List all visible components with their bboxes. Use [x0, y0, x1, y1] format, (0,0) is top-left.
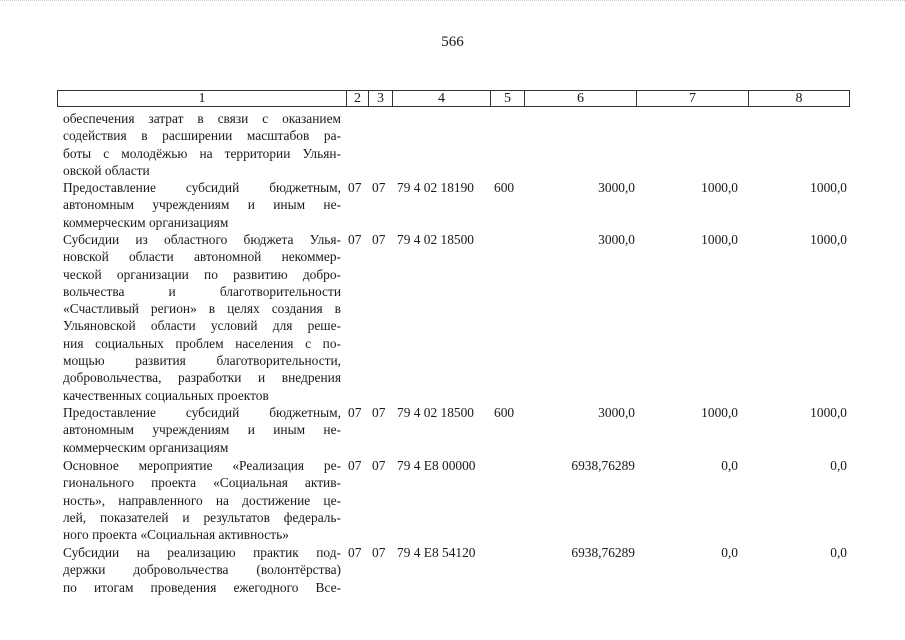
name-line: овской области [63, 162, 150, 178]
cell-year-1: 3000,0 [598, 180, 635, 195]
cell-year-1: 6938,76289 [571, 545, 635, 560]
scan-edge-noise [0, 0, 905, 9]
cell-csr: 79 4 02 18190 [397, 180, 474, 195]
name-line: коммерческим организациям [63, 439, 229, 455]
header-col-8: 8 [748, 91, 849, 106]
header-col-1: 1 [198, 91, 206, 106]
cell-pr: 07 [372, 180, 386, 195]
cell-rz: 07 [348, 232, 362, 247]
row-name [63, 110, 341, 179]
cell-year-2: 1000,0 [701, 180, 738, 195]
name-line: качественных социальных проектов [63, 387, 269, 403]
cell-rz: 07 [348, 458, 362, 473]
name-line: держки добровольчества (волонтёрства) [63, 562, 341, 578]
name-line: Предоставление субсидий бюджетным, [63, 405, 341, 420]
cell-rz: 07 [348, 545, 362, 560]
table-header [57, 90, 850, 107]
name-line: ческой организации по развитию добро- [63, 266, 341, 282]
name-line: Предоставление субсидий бюджетным, [63, 180, 341, 195]
name-line: автономным учреждениям и иным не- [63, 422, 341, 438]
cell-rz: 07 [348, 405, 362, 420]
row-name [63, 457, 341, 543]
name-line: вольчества и благотворительности [63, 283, 341, 299]
cell-year-3: 0,0 [830, 545, 847, 560]
header-col-4: 4 [392, 91, 490, 106]
row-name [63, 404, 341, 456]
cell-csr: 79 4 E8 54120 [397, 545, 476, 560]
cell-year-2: 0,0 [721, 458, 738, 473]
cell-pr: 07 [372, 458, 386, 473]
name-line: добровольчества, разработки и внедрения [63, 370, 341, 386]
row-name [63, 544, 341, 596]
header-col-6: 6 [524, 91, 636, 106]
row-name [63, 231, 341, 404]
name-line: коммерческим организациям [63, 214, 229, 230]
name-line: Субсидии на реализацию практик под- [63, 545, 341, 560]
cell-pr: 07 [372, 232, 386, 247]
name-line: мощью развития благотворительности, [63, 353, 341, 369]
name-line: ность», направленного на достижение це- [63, 492, 341, 508]
cell-year-2: 0,0 [721, 545, 738, 560]
cell-year-1: 3000,0 [598, 405, 635, 420]
cell-pr: 07 [372, 545, 386, 560]
page-number: 566 [441, 34, 464, 50]
cell-year-3: 1000,0 [810, 180, 847, 195]
cell-year-3: 1000,0 [810, 232, 847, 247]
name-line: гионального проекта «Социальная актив- [63, 475, 341, 491]
cell-csr: 79 4 02 18500 [397, 232, 474, 247]
cell-year-3: 1000,0 [810, 405, 847, 420]
cell-vr: 600 [494, 405, 515, 420]
cell-year-3: 0,0 [830, 458, 847, 473]
cell-year-1: 6938,76289 [571, 458, 635, 473]
header-col-5: 5 [490, 91, 524, 106]
header-col-3: 3 [368, 91, 392, 106]
cell-csr: 79 4 02 18500 [397, 405, 474, 420]
header-col-2: 2 [346, 91, 368, 106]
name-line: Субсидии из областного бюджета Улья- [63, 232, 341, 247]
cell-vr: 600 [494, 180, 515, 195]
row-name [63, 179, 341, 231]
name-line: ния социальных проблем населения с по- [63, 335, 341, 351]
cell-year-1: 3000,0 [598, 232, 635, 247]
name-line: лей, показателей и результатов федераль- [63, 509, 341, 525]
cell-year-2: 1000,0 [701, 232, 738, 247]
name-line: содействия в расширении масштабов ра- [63, 128, 341, 144]
name-line: автономным учреждениям и иным не- [63, 197, 341, 213]
cell-rz: 07 [348, 180, 362, 195]
header-col-7: 7 [636, 91, 748, 106]
name-line: по итогам проведения ежегодного Все- [63, 579, 341, 595]
name-line: ного проекта «Социальная активность» [63, 527, 289, 543]
name-line: боты с молодёжью на территории Ульян- [63, 145, 341, 161]
name-line: обеспечения затрат в связи с оказанием [63, 111, 341, 126]
name-line: «Счастливый регион» в целях создания в [63, 301, 341, 317]
cell-csr: 79 4 E8 00000 [397, 458, 476, 473]
name-line: новской области автономной некоммер- [63, 249, 341, 265]
cell-year-2: 1000,0 [701, 405, 738, 420]
cell-pr: 07 [372, 405, 386, 420]
name-line: Основное мероприятие «Реализация ре- [63, 458, 341, 473]
name-line: Ульяновской области условий для реше- [63, 318, 341, 334]
